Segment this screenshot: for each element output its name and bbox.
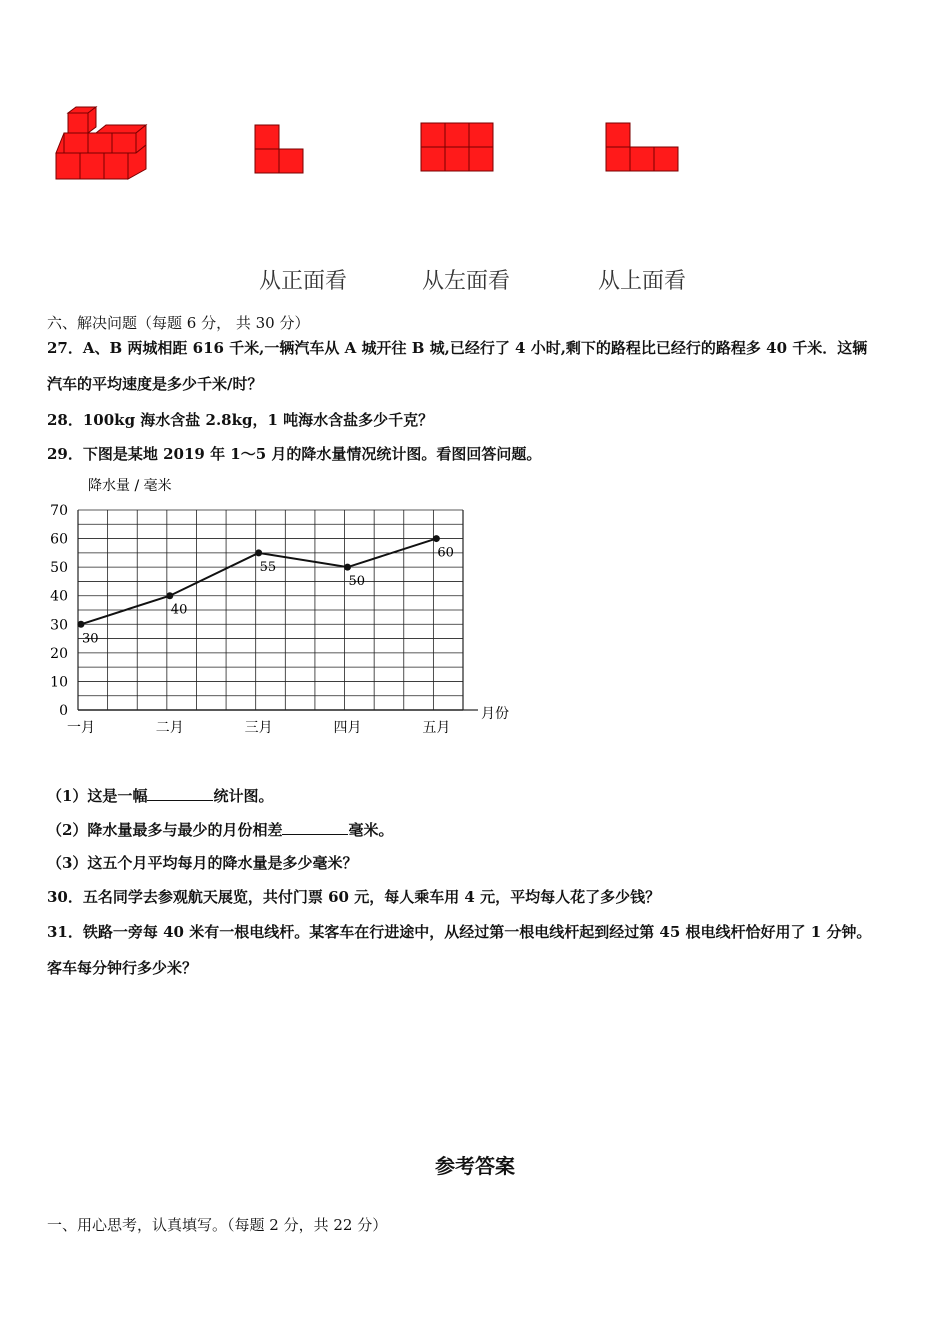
- q27-line2: 汽车的平均速度是多少千米/时？: [47, 375, 263, 393]
- x-tick-label: 五月: [422, 720, 451, 736]
- q29-sub1-prefix: （1）这是一幅: [47, 787, 148, 805]
- rainfall-line-chart: [40, 470, 530, 750]
- x-tick-label: 二月: [155, 720, 184, 736]
- q27-line1: 27．A、B 两城相距 616 千米,一辆汽车从 A 城开往 B 城,已经行了 4 小时,剩下的路程比已经行的路程多 40 千米．这辆: [47, 339, 868, 357]
- answer-section1: 一、用心思考，认真填写。（每题 2 分，共 22 分）: [47, 1216, 388, 1234]
- q29-sub2-suffix: 毫米。: [348, 821, 394, 839]
- x-tick-label: 四月: [333, 720, 362, 736]
- data-label: 40: [170, 602, 188, 618]
- solid-figure: [50, 105, 155, 185]
- q29-sub1: [47, 785, 273, 806]
- y-tick-label: 10: [50, 674, 68, 691]
- data-label: 55: [259, 559, 277, 575]
- section6-heading: 六、解决问题（每题 6 分， 共 30 分）: [47, 314, 310, 332]
- data-label: 30: [81, 631, 99, 647]
- top-view-figure: [605, 122, 680, 174]
- data-label: 50: [348, 574, 366, 590]
- y-tick-label: 0: [59, 703, 68, 719]
- data-point: [344, 564, 351, 571]
- data-point: [255, 549, 262, 556]
- y-tick-label: 20: [50, 645, 68, 662]
- q29-sub1-suffix: 统计图。: [213, 787, 274, 805]
- y-tick-label: 70: [50, 503, 68, 519]
- top-view-label: 从上面看: [598, 269, 687, 294]
- left-view-figure: [420, 122, 495, 174]
- q29: 29．下图是某地 2019 年 1～5 月的降水量情况统计图。看图回答问题。: [47, 445, 542, 463]
- q28: 28．100kg 海水含盐 2.8kg，1 吨海水含盐多少千克？: [47, 411, 434, 429]
- answer-title: 参考答案: [435, 1154, 515, 1178]
- answer-blank[interactable]: [282, 820, 348, 835]
- data-label: 60: [437, 545, 454, 561]
- y-tick-label: 60: [50, 531, 68, 548]
- answer-blank[interactable]: [147, 786, 213, 801]
- x-axis-label: 月份: [481, 706, 509, 722]
- q30: 30．五名同学去参观航天展览，共付门票 60 元，每人乘车用 4 元，平均每人花了多少钱？: [47, 888, 661, 906]
- data-point: [77, 621, 84, 628]
- front-view-label: 从正面看: [259, 269, 348, 294]
- q29-sub2-prefix: （2）降水量最多与最少的月份相差: [47, 821, 283, 839]
- front-view-figure: [254, 124, 306, 176]
- y-tick-label: 50: [50, 560, 68, 577]
- data-point: [166, 592, 173, 599]
- q29-sub3: （3）这五个月平均每月的降水量是多少毫米？: [47, 854, 358, 872]
- y-tick-label: 40: [50, 588, 68, 605]
- x-tick-label: 三月: [244, 720, 273, 736]
- x-tick-label: 一月: [66, 720, 95, 736]
- data-point: [433, 535, 440, 542]
- y-tick-label: 30: [50, 617, 68, 634]
- left-view-label: 从左面看: [422, 269, 511, 294]
- q29-sub2: [47, 819, 393, 840]
- q31-line1: 31．铁路一旁每 40 米有一根电线杆。某客车在行进途中，从经过第一根电线杆起到经过第 45 根电线杆恰好用了 1 分钟。: [47, 923, 872, 941]
- y-axis-label: 降水量 / 毫米: [88, 478, 172, 494]
- q31-line2: 客车每分钟行多少米？: [47, 959, 198, 977]
